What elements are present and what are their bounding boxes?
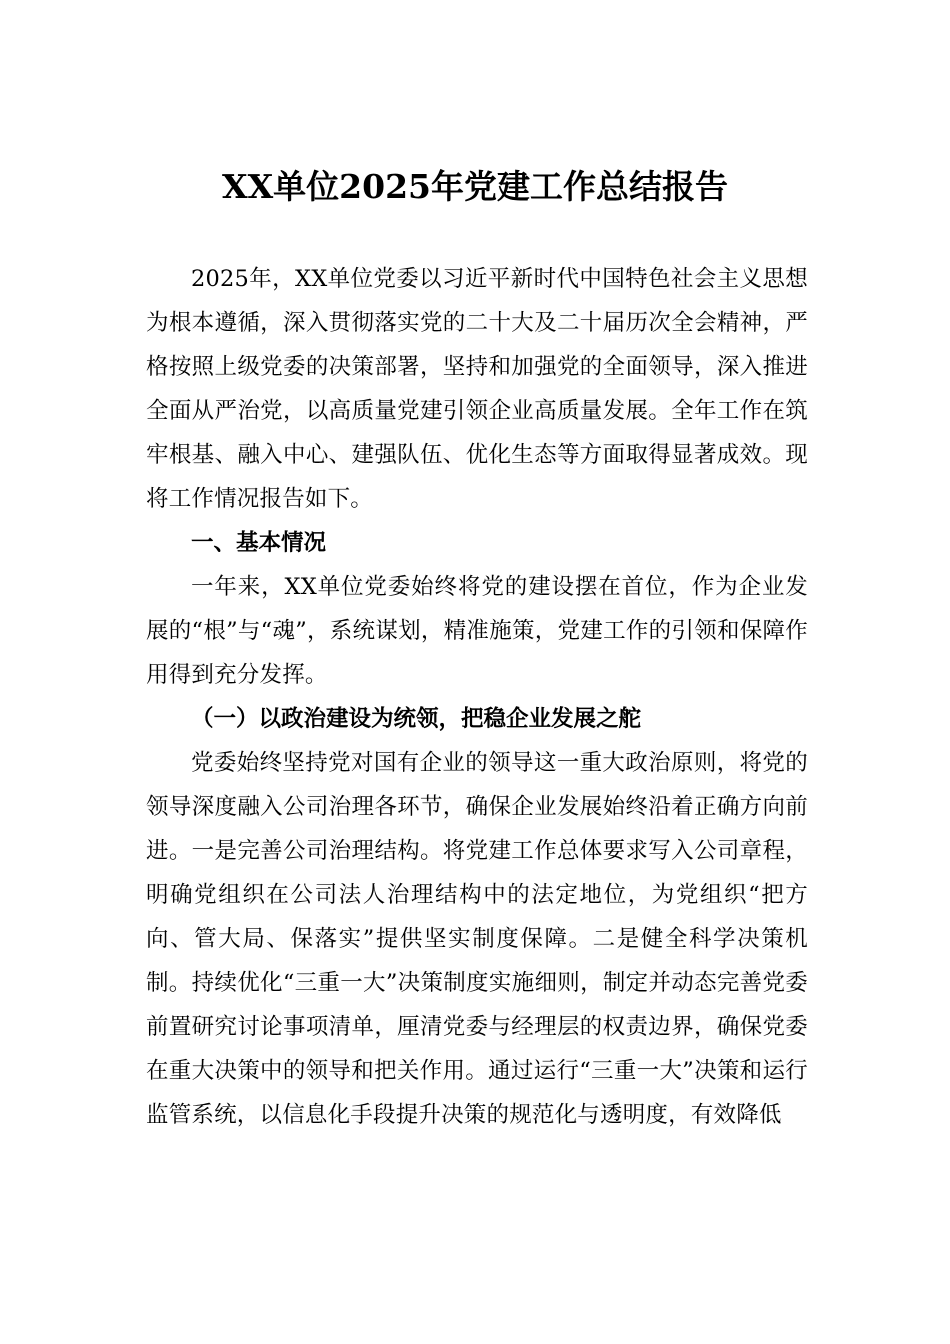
- document-body: [146, 257, 808, 1137]
- subsection-paragraph-political-building: 党委始终坚持党对国有企业的领导这一重大政治原则，将党的领导深度融入公司治理各环节，确保企业发展始终沿着正确方向前进。一是完善公司治理结构。将党建工作总体要求写入公司章程，明确党组织在公司法人治理结构中的法定地位，为党组织“把方向、管大局、保落实”提供坚实制度保障。二是健全科学决策机制。持续优化“三重一大”决策制度实施细则，制定并动态完善党委前置研究讨论事项清单，厘清党委与经理层的权责边界，确保党委在重大决策中的领导和把关作用。通过运行“三重一大”决策和运行监管系统，以信息化手段提升决策的规范化与透明度，有效降低: [146, 750, 808, 1128]
- document-title: XX单位2025年党建工作总结报告: [221, 167, 729, 206]
- section-paragraph-basic-situation: 一年来，XX单位党委始终将党的建设摆在首位，作为企业发展的“根”与“魂”，系统谋划，精准施策，党建工作的引领和保障作用得到充分发挥。: [146, 574, 808, 688]
- subsection-heading-political-building: （一）以政治建设为统领，把稳企业发展之舵: [191, 706, 642, 732]
- section-heading-basic-situation: 一、基本情况: [191, 530, 327, 556]
- intro-paragraph: 2025年，XX单位党委以习近平新时代中国特色社会主义思想为根本遵循，深入贯彻落实党的二十大及二十届历次全会精神，严格按照上级党委的决策部署，坚持和加强党的全面领导，深入推进全面从严治党，以高质量党建引领企业高质量发展。全年工作在筑牢根基、融入中心、建强队伍、优化生态等方面取得显著成效。现将工作情况报告如下。: [146, 266, 808, 512]
